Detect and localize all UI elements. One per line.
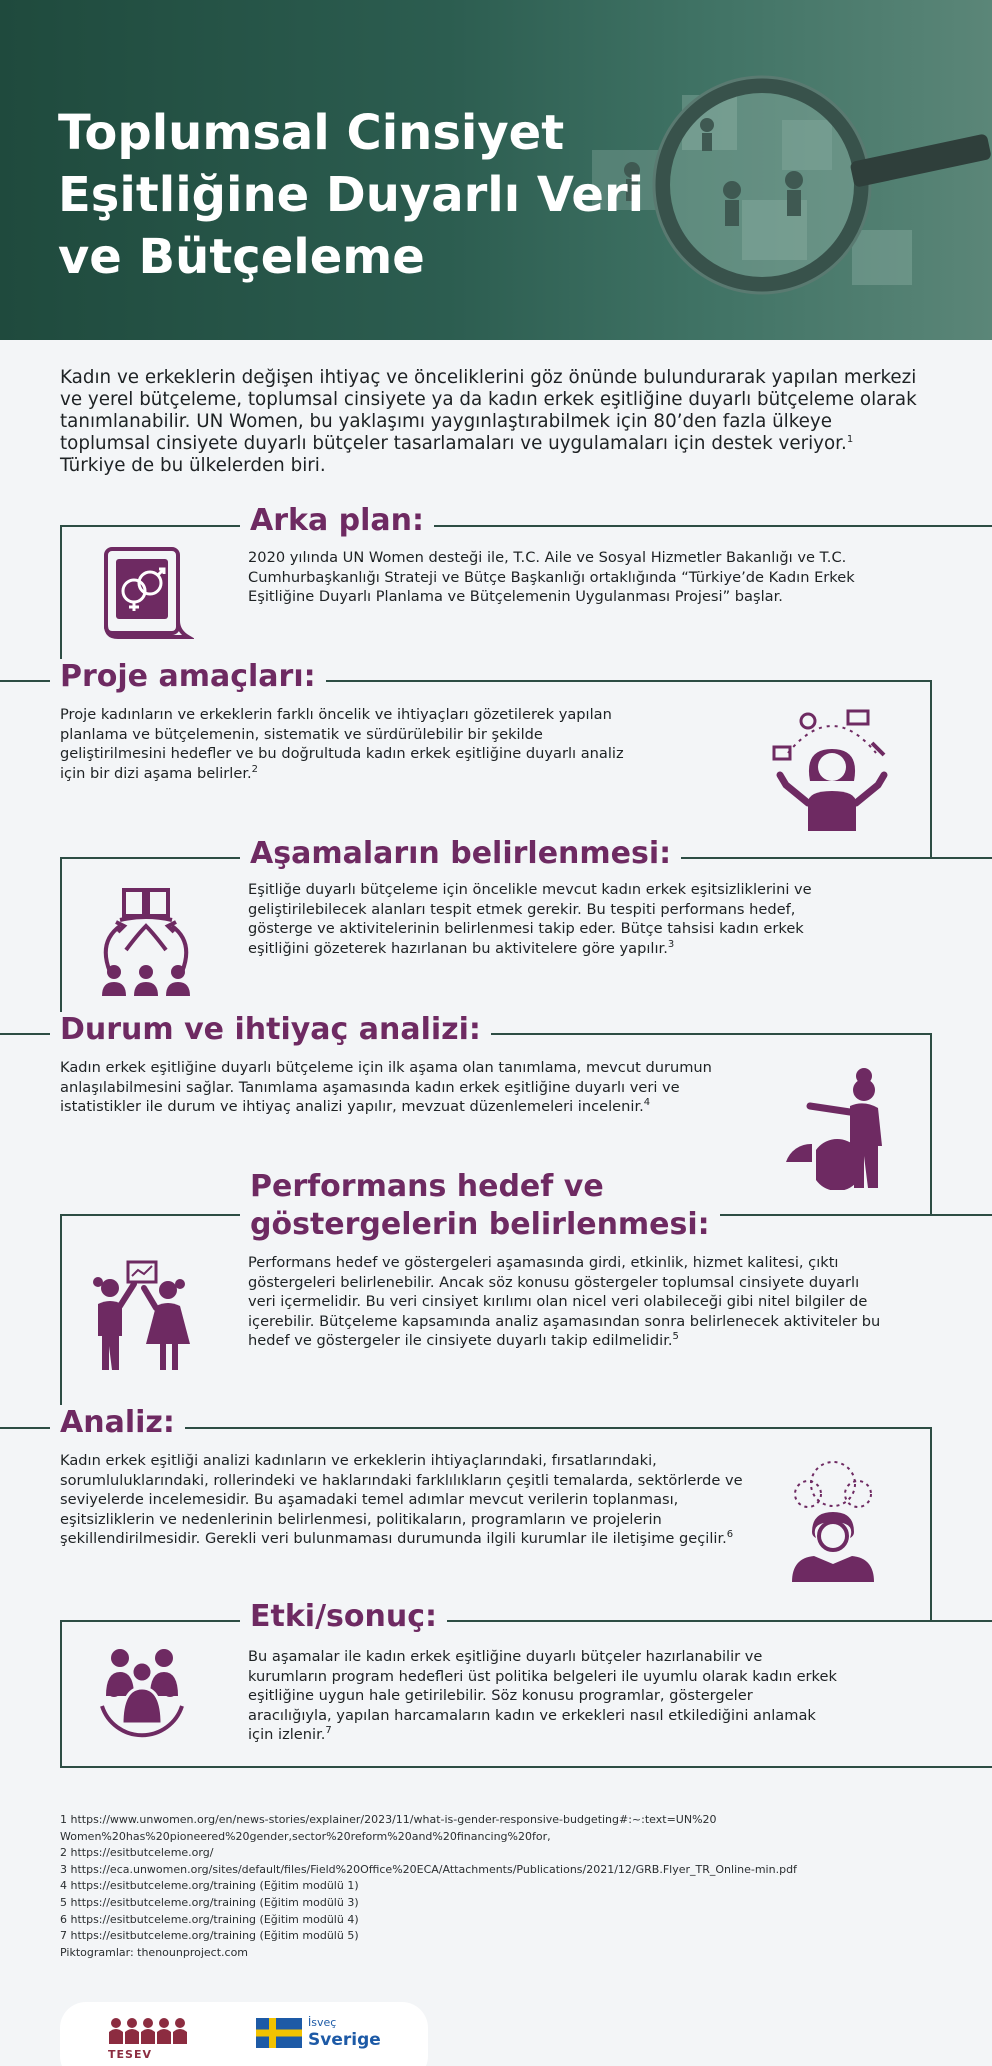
section-heading xyxy=(240,1168,720,1244)
page-title xyxy=(58,102,678,288)
tesev-logo xyxy=(108,2016,190,2046)
footnote: 6 https://esitbutceleme.org/training (Eğitim modülü 4) xyxy=(60,1912,359,1926)
section-heading: Proje amaçları: xyxy=(50,659,326,695)
intro-text: Kadın ve erkeklerin değişen ihtiyaç ve önceliklerini göz önünde bulundurarak yapılan merkezi ve yerel bütçeleme, toplumsal cinsiyete ya da kadın erkek eşitliğine duyarlı bütçeleme olarak tanımlanabilir. UN Women, bu yaklaşımı yaygınlaştırabilmek için 80’den fazla ülkeye toplumsal cinsiyete duyarlı bütçeler tasarlamaları ve uygulamaları için destek veriyor. xyxy=(60,367,917,454)
connector-line xyxy=(60,1214,62,1428)
person-thinking-icon xyxy=(784,1460,882,1584)
section-text xyxy=(60,1058,740,1117)
woman-juggling-tasks-icon xyxy=(768,705,896,833)
section-text xyxy=(248,1647,838,1745)
intro-paragraph xyxy=(60,367,920,477)
heading-line: Performans hedef ve xyxy=(250,1169,604,1204)
hero-banner xyxy=(0,0,992,340)
intro-tail: Türkiye de bu ülkelerden biri. xyxy=(60,455,326,476)
footnote: 3 https://eca.unwomen.org/sites/default/files/Field%20Office%20ECA/Attachments/Publications/2021/12/GRB.Flyer_TR_Online-min.pdf xyxy=(60,1862,797,1876)
two-children-board-icon xyxy=(88,1258,202,1372)
connector-line xyxy=(60,525,62,680)
logo-bar xyxy=(60,2002,428,2066)
section-text xyxy=(248,880,848,958)
section-text-body: Kadın erkek eşitliğine duyarlı bütçeleme için ilk aşama olan tanımlama, mevcut durumun anlaşılabilmesini sağlar. Tanımlama aşamasında kadın erkek eşitliğine duyarlı veri ve istatistikler ile durum ve ihtiyaç analizi yapılır, mevzuat düzenlemeleri incelenir. xyxy=(60,1059,712,1116)
connector-line xyxy=(60,525,992,527)
section-text-body: Bu aşamalar ile kadın erkek eşitliğine duyarlı bütçeler hazırlanabilir ve kurumların program hedefleri üst politika belgeleri ile uyumlu olarak kadın erkek eşitliğine uygun hale getirilebilir. Söz konusu programlar, göstergeler aracılığıyla, yapılan harcamaların kadın ve erkekleri nasıl etkilediğini anlamak için izlenir. xyxy=(248,1648,837,1744)
section-ref: 4 xyxy=(643,1097,651,1109)
connector-line xyxy=(60,1620,62,1767)
section-heading: Aşamaların belirlenmesi: xyxy=(240,836,681,872)
section-heading: Etki/sonuç: xyxy=(240,1599,447,1635)
sweden-flag-icon xyxy=(256,2018,302,2048)
section-text xyxy=(60,1451,760,1549)
heading-line: göstergelerin belirlenmesi: xyxy=(250,1207,710,1242)
section-text-body: Kadın erkek eşitliği analizi kadınların ve erkeklerin ihtiyaçlarındaki, fırsatlarındaki, sorumluluklarındaki, rollerindeki ve haklarındaki farklılıkların çeşitli temalarda, sektörlerde ve seviyelerde incelemesidir. Bu aşamadaki temel adımlar mevcut verilerin toplanması, eşitsizliklerin ve nedenlerinin belirlenmesi, politikaların, programların ve projelerin şekillendirilmesidir. Gerekli veri bulunmaması durumunda ilgili kurumlar ile iletişime geçilir. xyxy=(60,1452,743,1548)
footnote: 5 https://esitbutceleme.org/training (Eğitim modülü 3) xyxy=(60,1895,359,1909)
section-text-body: 2020 yılında UN Women desteği ile, T.C. Aile ve Sosyal Hizmetler Bakanlığı ve T.C. Cumhurbaşkanlığı Strateji ve Bütçe Başkanlığı ortaklığında “Türkiye’de Kadın Erkek Eşitliğine Duyarlı Planlama ve Bütçelemenin Uygulanması Projesi” başlar. xyxy=(248,549,855,606)
footnote: 4 https://esitbutceleme.org/training (Eğitim modülü 1) xyxy=(60,1879,359,1893)
section-ref: 3 xyxy=(667,938,675,950)
sweden-logo-small: İsveç xyxy=(308,2016,337,2029)
section-text-body: Proje kadınların ve erkeklerin farklı öncelik ve ihtiyaçları gözetilerek yapılan planlama ve bütçelemenin, sistematik ve sürdürülebilir bir şekilde geliştirilmesini hedefler ve bu doğrultuda kadın erkek eşitliğine duyarlı analiz için bir dizi aşama belirler. xyxy=(60,706,624,782)
footnote: 2 https://esitbutceleme.org/ xyxy=(60,1846,214,1860)
book-people-icon xyxy=(94,886,198,998)
tesev-logo-text: TESEV xyxy=(108,2048,152,2061)
title-line-3: ve Bütçeleme xyxy=(58,229,425,285)
footnote: Piktogramlar: thenounproject.com xyxy=(60,1945,249,1959)
section-text-body: Performans hedef ve göstergeleri aşamasında girdi, etkinlik, hizmet kalitesi, çıktı göstergeleri belirlenebilir. Ancak söz konusu göstergeler toplumsal cinsiyete duyarlı veri içermelidir. Bu veri cinsiyet kırılımı olan nicel veri olabileceği gibi nitel bilgiler de içerebilir. Bütçeleme kapsamında analiz aşamasından sonra belirlenecek aktiviteler bu hedef ve göstergeler ile cinsiyete duyarlı takip edilmelidir. xyxy=(248,1254,881,1350)
connector-line xyxy=(60,857,62,1035)
connector-line xyxy=(930,1033,932,1215)
group-community-icon xyxy=(92,1644,192,1744)
title-line-2: Eşitliğine Duyarlı Veri xyxy=(58,167,645,223)
footnote: 7 https://esitbutceleme.org/training (Eğitim modülü 5) xyxy=(60,1929,359,1943)
document-gender-icon xyxy=(98,545,194,641)
section-heading: Analiz: xyxy=(50,1405,185,1441)
connector-line xyxy=(60,1766,992,1768)
section-ref: 2 xyxy=(251,763,258,775)
sweden-logo-text: Sverige xyxy=(308,2030,381,2050)
connector-line xyxy=(60,1620,992,1622)
footnotes xyxy=(60,1812,960,1961)
section-text xyxy=(60,705,650,783)
section-heading: Arka plan: xyxy=(240,503,434,539)
section-text-body: Eşitliğe duyarlı bütçeleme için öncelikle mevcut kadın erkek eşitsizliklerini ve geliştirilebilecek alanları tespit etmek gerekir. Bu tespiti performans hedef, gösterge ve aktivitelerinin belirlenmesi takip eder. Bütçe tahsisi kadın erkek eşitliğini gözeterek hazırlanan bu aktivitelere göre yapılır. xyxy=(248,881,812,957)
intro-ref: 1 xyxy=(846,433,854,445)
section-ref: 5 xyxy=(672,1331,679,1343)
footnote: 1 https://www.unwomen.org/en/news-stories/explainer/2023/11/what-is-gender-responsive-budgeting#:~:text=UN%20 xyxy=(60,1813,717,1826)
connector-line xyxy=(930,1427,932,1620)
section-ref: 7 xyxy=(325,1725,332,1737)
section-text xyxy=(248,548,888,607)
footnote: Women%20has%20pioneered%20gender,sector%20reform%20and%20financing%20for, xyxy=(60,1829,551,1843)
presenter-pie-chart-icon xyxy=(776,1062,898,1190)
title-line-1: Toplumsal Cinsiyet xyxy=(58,105,565,161)
section-heading: Durum ve ihtiyaç analizi: xyxy=(50,1012,491,1048)
section-text xyxy=(248,1253,888,1351)
section-ref: 6 xyxy=(726,1529,734,1541)
connector-line xyxy=(930,680,932,858)
